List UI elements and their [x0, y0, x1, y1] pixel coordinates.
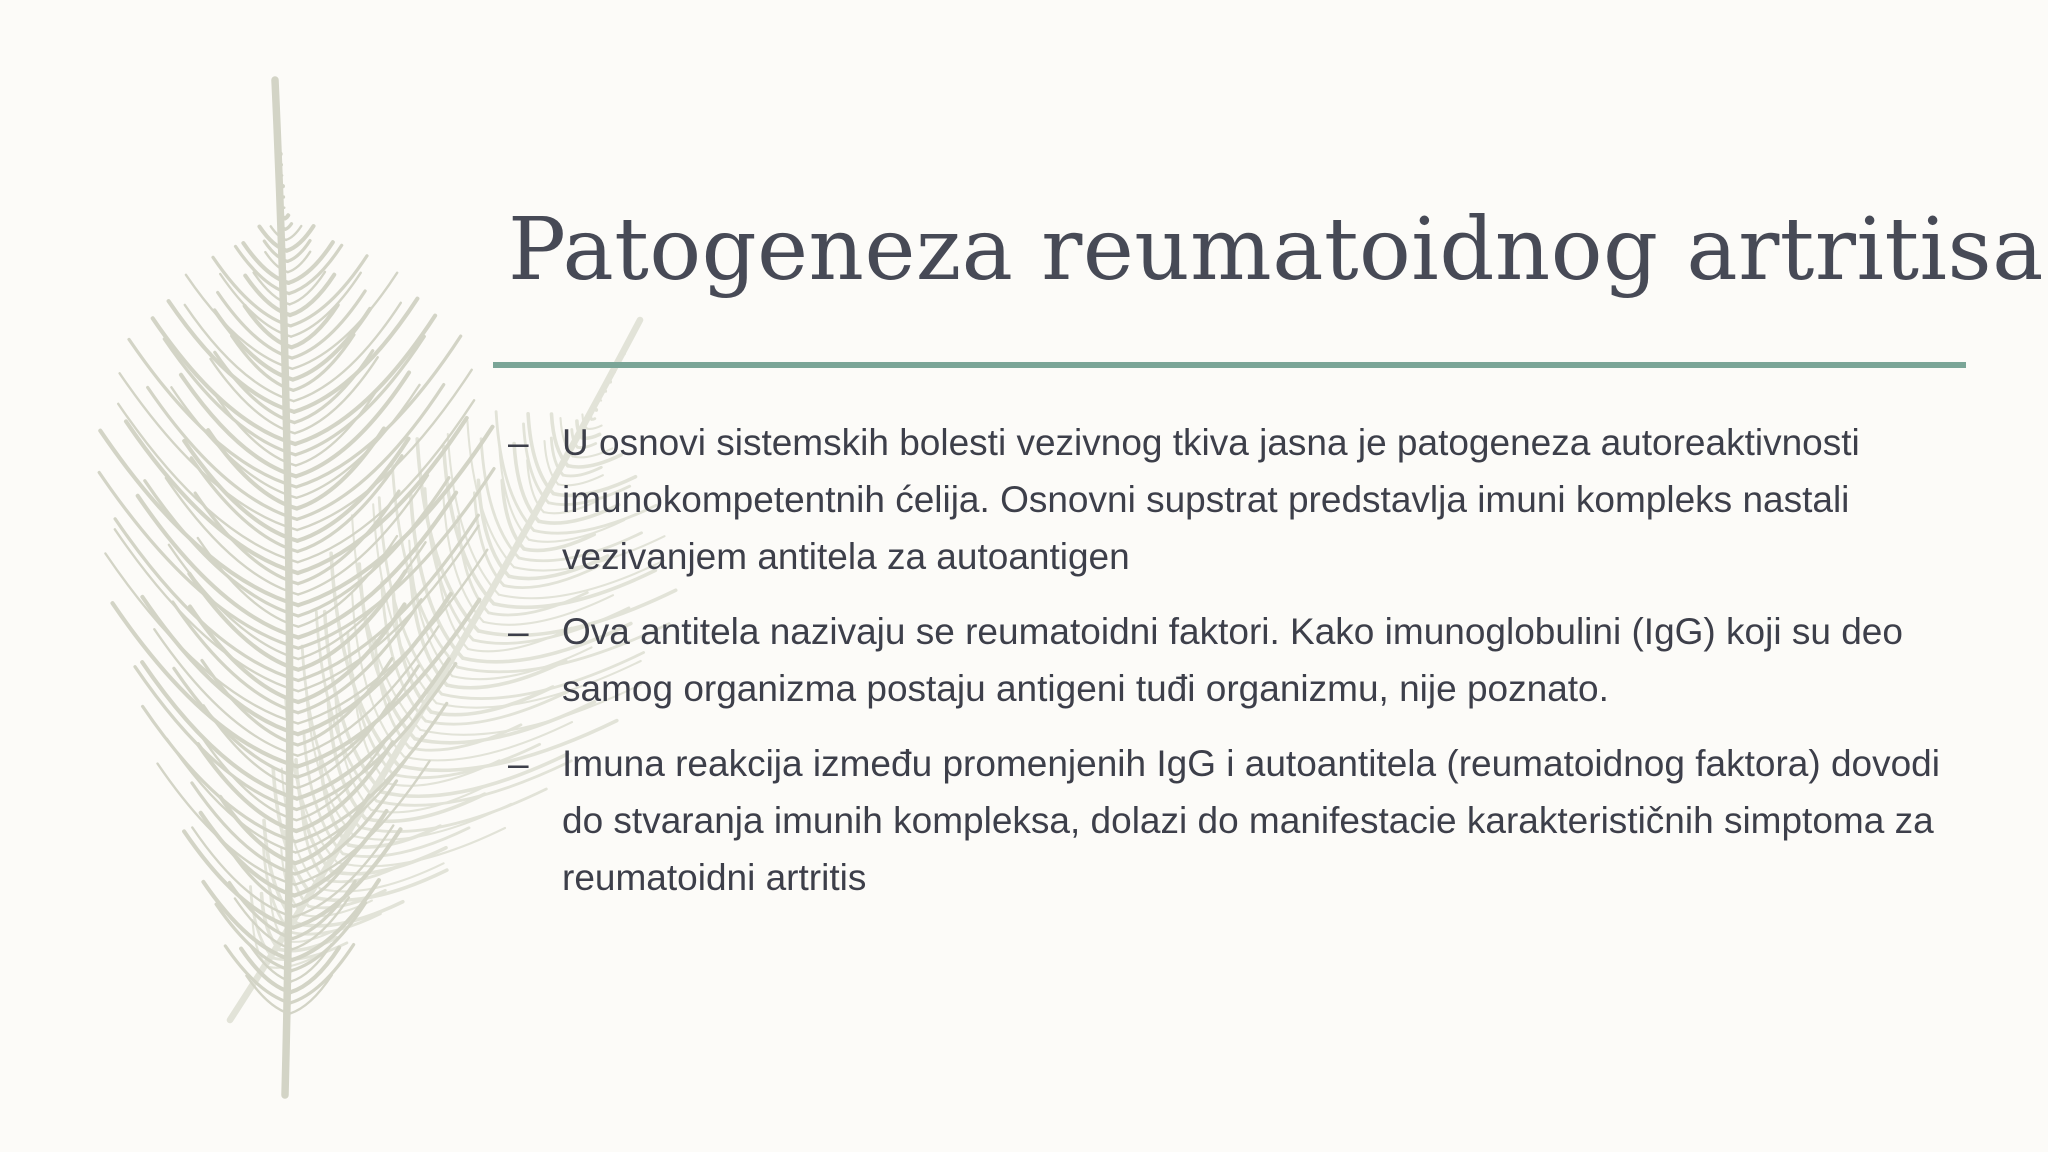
bullet-marker: – [508, 611, 529, 652]
bullet-marker: – [508, 422, 529, 463]
title-divider [493, 362, 1966, 368]
bullet-text: Imuna reakcija između promenjenih IgG i autoantitela (reumatoidnog faktora) dovodi do stvaranja imunih kompleksa, dolazi do manifestacie karakterističnih simptoma za reumatoidni artritis [562, 743, 1940, 898]
bullet-marker: – [508, 743, 529, 784]
bullet-item [508, 414, 1978, 585]
slide-title: Patogeneza reumatoidnog artritisa [508, 200, 2044, 300]
bullet-item [508, 603, 1978, 717]
bullet-list [508, 414, 1978, 924]
bullet-text: Ova antitela nazivaju se reumatoidni faktori. Kako imunoglobulini (IgG) koji su deo samog organizma postaju antigeni tuđi organizmu, nije poznato. [562, 611, 1903, 709]
bullet-item [508, 735, 1978, 906]
bullet-text: U osnovi sistemskih bolesti vezivnog tkiva jasna je patogeneza autoreaktivnosti imunokompetentnih ćelija. Osnovni supstrat predstavlja imuni kompleks nastali vezivanjem antitela za autoantigen [562, 422, 1860, 577]
